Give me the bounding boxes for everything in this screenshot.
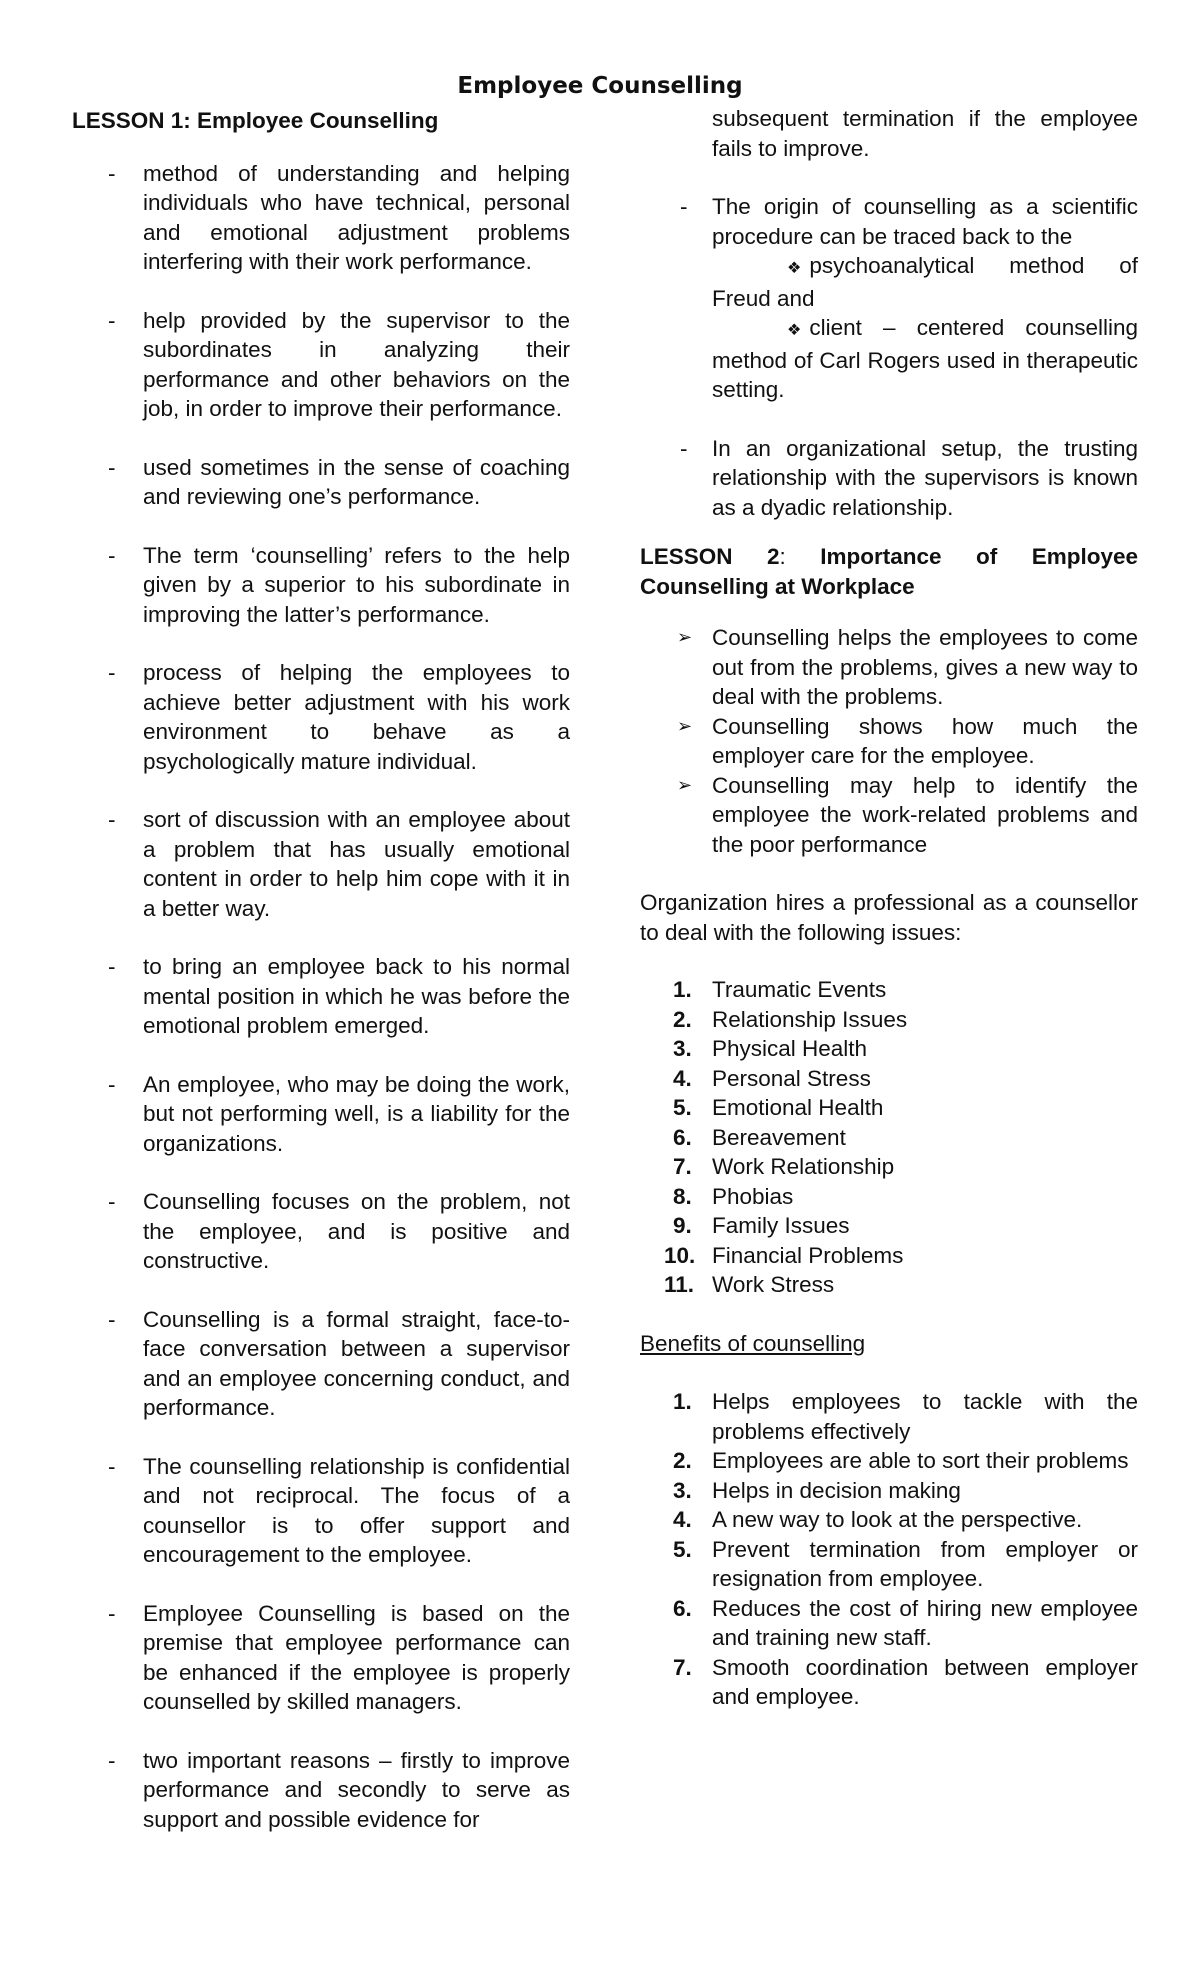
issues-list [640, 975, 1138, 1300]
importance-point-text: Counselling may help to identify the employee the work-related problems and the poor performance [712, 772, 1138, 857]
origin-bullet-freud [640, 251, 1138, 313]
issue-item-text: Bereavement [712, 1124, 846, 1150]
issue-item-text: Financial Problems [712, 1242, 904, 1268]
issue-item-text: Personal Stress [712, 1065, 871, 1091]
origin-bullet-2-text: client – centered counselling method of Carl Rogers used in therapeutic setting. [712, 315, 1138, 402]
benefit-item-text: Employees are able to sort their problems [712, 1448, 1129, 1473]
importance-point [640, 771, 1138, 860]
benefit-item [640, 1505, 1138, 1535]
issue-item [640, 975, 1138, 1005]
benefit-item-text: Smooth coordination between employer and employee. [712, 1654, 1138, 1709]
issue-item [640, 1093, 1138, 1123]
benefit-item-text: Reduces the cost of hiring new employee and training new staff. [712, 1595, 1138, 1650]
dash-marker: - [108, 160, 116, 186]
list-number: 2. [673, 1448, 692, 1473]
list-number: 7. [673, 1154, 692, 1179]
issue-item [640, 1005, 1138, 1035]
dash-marker: - [108, 1071, 116, 1097]
lesson1-item-text: method of understanding and helping individuals who have technical, personal and emotional adjustment problems interfering with their work performance. [143, 160, 570, 274]
lesson1-item-text: sort of discussion with an employee about a problem that has usually emotional content in order to help him cope with it in a better way. [143, 807, 570, 921]
lesson2-heading-prefix: LESSON 2 [640, 544, 780, 569]
dash-marker: - [108, 542, 116, 568]
list-number: 9. [673, 1213, 692, 1238]
benefit-item-text: Prevent termination from employer or resignation from employee. [712, 1536, 1138, 1591]
dash-marker: - [108, 307, 116, 333]
importance-point [640, 712, 1138, 771]
lesson1-item-text: Counselling is a formal straight, face-to-face conversation between a supervisor and an employee concerning conduct, and performance. [143, 1306, 570, 1420]
list-number: 6. [673, 1595, 692, 1621]
lesson1-item-text: The term ‘counselling’ refers to the help given by a superior to his subordinate in improving the latter’s performance. [143, 542, 570, 627]
arrow-bullet-icon: ➢ [677, 715, 693, 736]
dash-marker: - [108, 454, 116, 480]
importance-point-text: Counselling helps the employees to come out from the problems, gives a new way to deal with the problems. [712, 625, 1138, 709]
lesson1-continuation: subsequent termination if the employee fails to improve. [712, 106, 1138, 161]
origin-intro: The origin of counselling as a scientific procedure can be traced back to the [712, 194, 1138, 249]
dash-marker: - [108, 1189, 116, 1214]
benefits-heading: Benefits of counselling [640, 1330, 866, 1356]
benefit-item-text: A new way to look at the perspective. [712, 1507, 1083, 1532]
dash-marker: - [108, 1747, 116, 1773]
lesson1-item-text: process of helping the employees to achieve better adjustment with his work environment to behave as a psychologically mature individual. [143, 660, 570, 774]
lesson1-item-text: help provided by the supervisor to the subordinates in analyzing their performance and other behaviors on the job, in order to improve their performance. [143, 307, 570, 421]
importance-point [640, 623, 1138, 712]
lesson1-list-item [72, 1187, 570, 1276]
list-number: 1. [673, 977, 692, 1002]
issue-item-text: Emotional Health [712, 1095, 884, 1120]
issue-item [640, 1182, 1138, 1212]
issue-item [640, 1034, 1138, 1064]
lesson2-heading-title: Importance of Employee Counselling at Workplace [640, 544, 1139, 599]
list-number: 11. [664, 1272, 695, 1297]
lesson1-list-item [72, 541, 570, 630]
dash-marker: - [108, 1600, 116, 1626]
document-title: Employee Counselling [457, 73, 743, 99]
issue-item [640, 1123, 1138, 1153]
lesson1-heading: LESSON 1: Employee Counselling [72, 108, 439, 133]
issue-item-text: Work Stress [712, 1272, 835, 1297]
lesson1-list-item [72, 1305, 570, 1423]
list-number: 8. [673, 1183, 692, 1209]
left-column [72, 106, 570, 1863]
dash-marker: - [108, 807, 116, 832]
dyadic-text: In an organizational setup, the trusting relationship with the supervisors is known as a dyadic relationship. [712, 435, 1138, 520]
list-number: 3. [673, 1036, 692, 1061]
benefit-item-text: Helps employees to tackle with the problems effectively [712, 1389, 1138, 1444]
lesson1-item-text: An employee, who may be doing the work, but not performing well, is a liability for the organizations. [143, 1071, 570, 1156]
diamond-bullet-icon: ❖ [787, 322, 802, 339]
dash-marker: - [108, 1306, 116, 1332]
lesson1-list-item [72, 1746, 570, 1835]
lesson1-item-text: Counselling focuses on the problem, not the employee, and is positive and constructive. [143, 1189, 570, 1273]
list-number: 4. [673, 1507, 692, 1532]
list-number: 6. [673, 1124, 692, 1150]
arrow-bullet-icon: ➢ [677, 627, 693, 647]
list-number: 5. [673, 1095, 692, 1120]
issue-item-text: Work Relationship [712, 1154, 895, 1179]
lesson1-list-item [72, 805, 570, 923]
lesson1-list-item [72, 306, 570, 424]
lesson1-list [72, 159, 570, 1835]
benefit-item [640, 1535, 1138, 1594]
list-number: 2. [673, 1006, 692, 1032]
lesson1-item-text: Employee Counselling is based on the premise that employee performance can be enhanced if the employee is properly counselled by skilled managers. [143, 1600, 570, 1714]
right-column [640, 104, 1138, 1741]
lesson1-item-text: The counselling relationship is confidential and not reciprocal. The focus of a counsellor is to offer support and encouragement to the employee. [143, 1453, 570, 1567]
list-number: 4. [673, 1065, 692, 1091]
issue-item [640, 1211, 1138, 1241]
issue-item [640, 1270, 1138, 1300]
issue-item [640, 1064, 1138, 1094]
benefit-item [640, 1653, 1138, 1712]
lesson1-item-text: two important reasons – firstly to improve performance and secondly to serve as support and possible evidence for [143, 1747, 570, 1832]
importance-point-text: Counselling shows how much the employer care for the employee. [712, 713, 1138, 768]
benefit-item [640, 1446, 1138, 1476]
list-number: 1. [673, 1389, 692, 1414]
issue-item-text: Family Issues [712, 1213, 850, 1238]
issue-item-text: Traumatic Events [712, 977, 887, 1002]
issue-item-text: Relationship Issues [712, 1006, 908, 1032]
benefit-item-text: Helps in decision making [712, 1477, 961, 1503]
lesson1-list-item [72, 453, 570, 512]
lesson1-item-text: used sometimes in the sense of coaching and reviewing one’s performance. [143, 454, 570, 509]
issue-item-text: Phobias [712, 1183, 794, 1209]
list-number: 3. [673, 1477, 692, 1503]
lesson1-item-text: to bring an employee back to his normal mental position in which he was before the emotional problem emerged. [143, 954, 570, 1038]
lesson1-list-item [72, 1452, 570, 1570]
lesson1-list-item [72, 952, 570, 1041]
benefit-item [640, 1594, 1138, 1653]
dyadic-item [640, 434, 1138, 523]
importance-list [640, 623, 1138, 859]
origin-bullet-rogers [640, 313, 1138, 405]
issue-item [640, 1241, 1138, 1271]
origin-item [640, 192, 1138, 251]
diamond-bullet-icon: ❖ [787, 260, 802, 277]
list-number: 10. [664, 1242, 696, 1268]
origin-bullet-1-text: psychoanalytical method of Freud and [712, 253, 1138, 311]
issues-intro: Organization hires a professional as a counsellor to deal with the following issues: [640, 890, 1138, 945]
list-number: 7. [673, 1654, 692, 1680]
lesson1-list-item [72, 1599, 570, 1717]
dash-marker: - [680, 435, 688, 461]
benefit-item [640, 1387, 1138, 1446]
lesson1-list-item [72, 159, 570, 277]
dash-marker: - [680, 194, 688, 219]
lesson2-heading: LESSON 2: Importance of Employee Counselling at Workplace [640, 544, 1139, 599]
lesson1-list-item [72, 658, 570, 776]
list-number: 5. [673, 1536, 692, 1562]
benefit-item [640, 1476, 1138, 1506]
benefits-list [640, 1387, 1138, 1712]
lesson1-list-item [72, 1070, 570, 1159]
arrow-bullet-icon: ➢ [677, 774, 693, 795]
dash-marker: - [108, 1453, 116, 1479]
dash-marker: - [108, 660, 116, 685]
issue-item [640, 1152, 1138, 1182]
issue-item-text: Physical Health [712, 1036, 868, 1061]
dash-marker: - [108, 954, 116, 979]
